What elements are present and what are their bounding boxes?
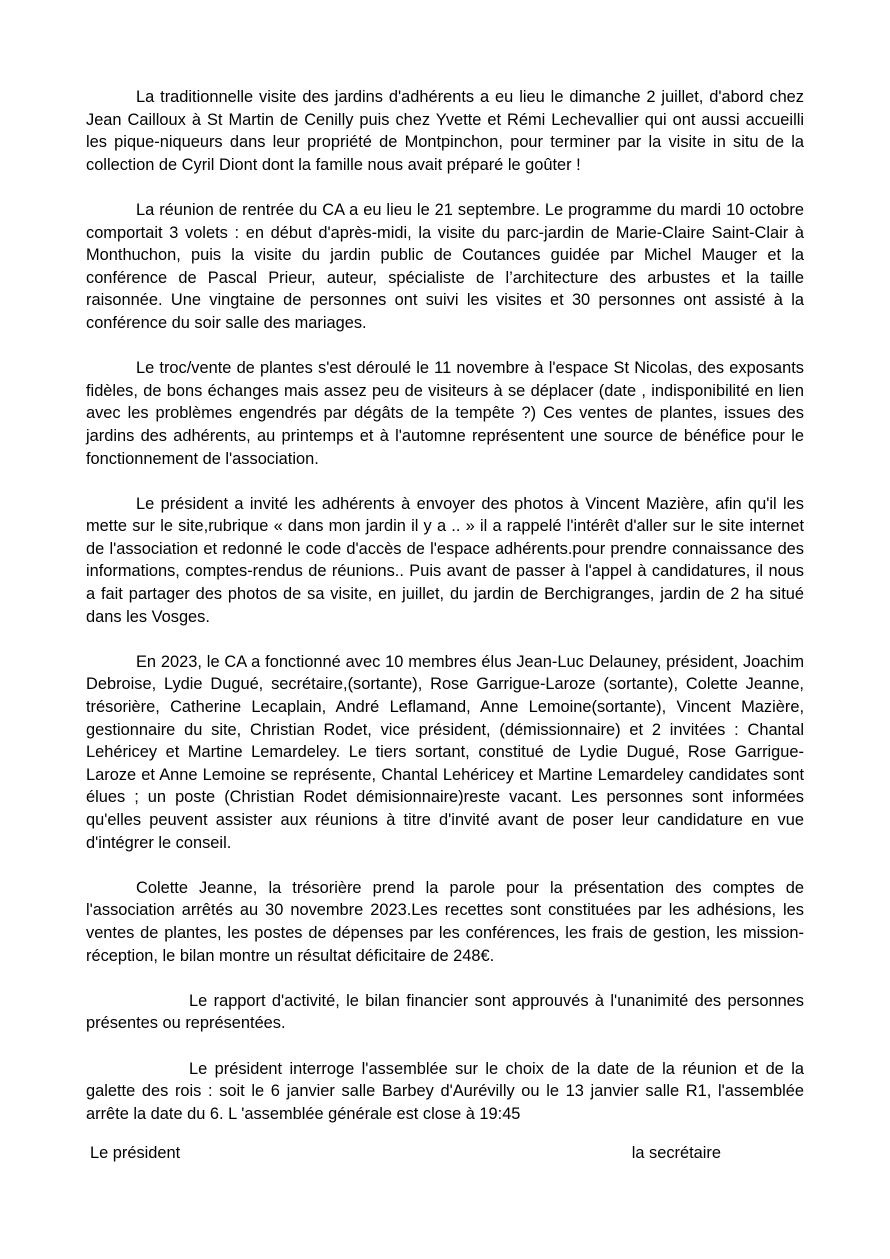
paragraph-approval: Le rapport d'activité, le bilan financier sont approuvés à l'unanimité des personnes présentes ou représentées. bbox=[86, 991, 804, 1033]
paragraph-closing: Le président interroge l'assemblée sur le choix de la date de la réunion et de la galette des rois : soit le 6 janvier salle Barbey d'Aurévilly ou le 13 janvier salle R1, l'assemblée arrête la date du 6. L 'assemblée générale est close à 19:45 bbox=[86, 1059, 804, 1123]
document-body bbox=[86, 86, 804, 1125]
paragraph-treasurer-report: Colette Jeanne, la trésorière prend la parole pour la présentation des comptes de l'association arrêtés au 30 novembre 2023.Les recettes sont constituées par les adhésions, les ventes de plantes, les postes de dépenses par les conférences, les frais de gestion, les mission-réception, le bilan montre un résultat déficitaire de 248€. bbox=[86, 878, 804, 965]
signature-president: Le président bbox=[90, 1144, 181, 1162]
paragraph-garden-visit: La traditionnelle visite des jardins d'adhérents a eu lieu le dimanche 2 juillet, d'abord chez Jean Cailloux à St Martin de Cenilly puis chez Yvette et Rémi Lechevallier qui ont aussi accueilli les pique-niqueurs dans leur propriété de Montpinchon, pour terminer par la visite in situ de la collection de Cyril Diont dont la famille nous avait préparé le goûter ! bbox=[86, 88, 804, 174]
paragraph-ca-meeting: La réunion de rentrée du CA a eu lieu le 21 septembre. Le programme du mardi 10 octobre comportait 3 volets : en début d'après-midi, la visite du parc-jardin de Marie-Claire Saint-Clair à Monthuchon, puis la visite du jardin public de Coutances guidée par Michel Mauger et la conférence de Pascal Prieur, auteur, spécialiste de l’architecture des arbustes et la taille raisonnée. Une vingtaine de personnes ont suivi les visites et 30 personnes ont assisté à la conférence du soir salle des mariages. bbox=[86, 200, 804, 332]
signature-secretary: la secrétaire bbox=[631, 1144, 721, 1162]
paragraph-ca-members: En 2023, le CA a fonctionné avec 10 membres élus Jean-Luc Delauney, président, Joachim Debroise, Lydie Dugué, secrétaire,(sortante), Rose Garrigue-Laroze (sortante), Colette Jeanne, trésorière, Catherine Lecaplain, André Leflamand, Anne Lemoine(sortante), Vincent Mazière, gestionnaire du site, Christian Rodet, vice président, (démissionnaire) et 2 invitées : Chantal Lehéricey et Martine Lemardeley. Le tiers sortant, constitué de Lydie Dugué, Rose Garrigue-Laroze et Anne Lemoine se représente, Chantal Lehéricey et Martine Lemardeley candidates sont élues ; un poste (Christian Rodet démisionnaire)reste vacant. Les personnes sont informées qu'elles peuvent assister aux réunions à titre d'invité avant de poser leur candidature en vue d'intégrer le conseil. bbox=[86, 652, 804, 852]
paragraph-plant-exchange: Le troc/vente de plantes s'est déroulé le 11 novembre à l'espace St Nicolas, des exposants fidèles, de bons échanges mais assez peu de visiteurs à se déplacer (date , indisponibilité en lien avec les problèmes engendrés par dégâts de la tempête ?) Ces ventes de plantes, issues des jardins des adhérents, au printemps et à l'automne représentent une source de bénéfice pour le fonctionnement de l'association. bbox=[86, 359, 804, 468]
paragraph-president-photos: Le président a invité les adhérents à envoyer des photos à Vincent Mazière, afin qu'il les mette sur le site,rubrique « dans mon jardin il y a .. » il a rappelé l'intérêt d'aller sur le site internet de l'association et redonné le code d'accès de l'espace adhérents.pour prendre connaissance des informations, comptes-rendus de réunions.. Puis avant de passer à l'appel à candidatures, il nous a fait partager des photos de sa visite, en juillet, du jardin de Berchigranges, jardin de 2 ha situé dans les Vosges. bbox=[86, 494, 804, 626]
